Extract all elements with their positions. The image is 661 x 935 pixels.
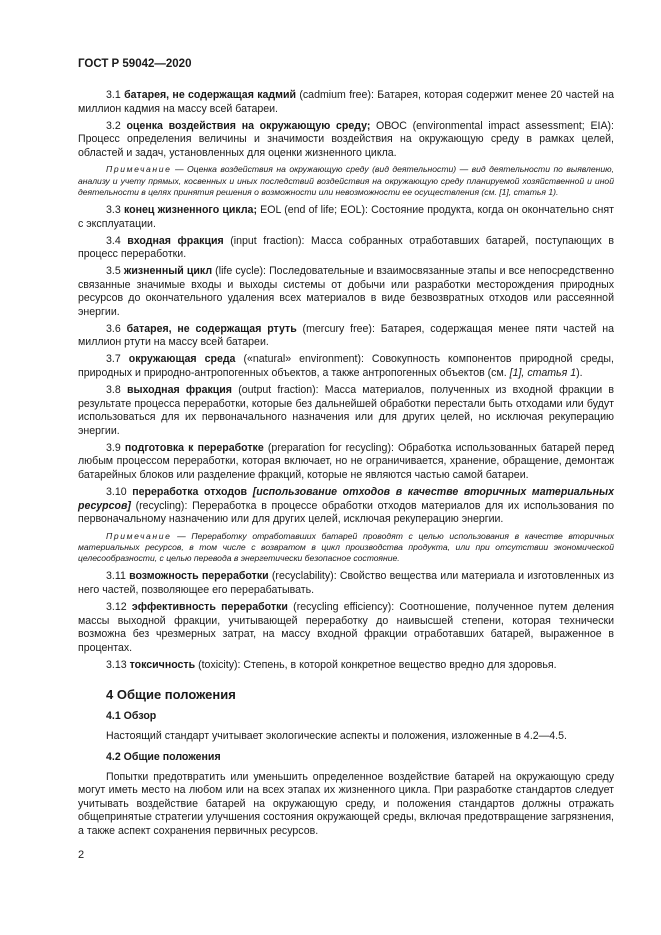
term-3-13 bbox=[78, 659, 614, 673]
term-name: подготовка к переработке bbox=[124, 441, 264, 454]
term-3-9 bbox=[78, 442, 614, 483]
term-3-4 bbox=[78, 235, 614, 262]
term-definition: (cadmium free): Батарея, которая содержит менее 20 частей на миллион кадмия на массу всей батареи. bbox=[78, 89, 614, 115]
term-name: конец жизненного цикла; bbox=[123, 203, 257, 216]
term-definition: EOL (end of life; EOL): Состояние продукта, когда он окончательно снят с эксплуатации. bbox=[78, 203, 614, 230]
term-number: 3.4 bbox=[106, 234, 121, 247]
term-name: оценка воздействия на окружающую среду; bbox=[126, 119, 371, 132]
term-3-11 bbox=[78, 570, 614, 597]
term-3-10 bbox=[78, 486, 614, 527]
term-definition: (preparation for recycling): Обработка использованных батарей перед любым процессом переработки, которая включает, но не ограничивается, хранение, обращение, демонтаж батарейных блоков или разделение фракций, которые не являются частью самой батареи. bbox=[78, 441, 615, 481]
term-number: 3.3 bbox=[106, 203, 121, 216]
section-4-heading: 4 Общие положения bbox=[106, 687, 236, 703]
section-4-2-text: Попытки предотвратить или уменьшить определенное воздействие батарей на окружающую среду могут иметь место на любом или на всех этапах их жизненного цикла. При разработке стандартов следует учитывать воздействие батарей на окружающую среду, и положения стандартов должны отражать общепринятые стратегии улучшения состояния окружающей среды, включая предотвращение загрязнения, а также аспект сохранения первичных ресурсов. bbox=[78, 770, 614, 838]
term-name: выходная фракция bbox=[126, 384, 232, 397]
term-number: 3.5 bbox=[106, 265, 121, 278]
reference-link: [1], статья 1 bbox=[509, 367, 577, 380]
section-4-1-text: Настоящий стандарт учитывает экологические аспекты и положения, изложенные в 4.2—4.5. bbox=[106, 729, 567, 742]
term-name: батарея, не содержащая ртуть bbox=[126, 322, 297, 335]
term-name: батарея, не содержащая кадмий bbox=[124, 89, 297, 101]
term-tail: ). bbox=[576, 367, 583, 380]
term-definition: (toxicity): Степень, в которой конкретное вещество вредно для здоровья. bbox=[195, 658, 557, 671]
term-3-6 bbox=[78, 323, 614, 350]
term-number: 3.8 bbox=[106, 384, 121, 397]
term-name: эффективность переработки bbox=[131, 600, 288, 613]
term-3-3 bbox=[78, 204, 614, 231]
note-label: Примечание bbox=[106, 530, 172, 541]
term-number: 3.1 bbox=[106, 89, 121, 101]
term-3-5 bbox=[78, 265, 614, 319]
term-number: 3.2 bbox=[106, 119, 121, 132]
term-definition: (recyclability): Свойство вещества или материала и изготовленных из него частей, позволяющее его перерабатывать. bbox=[78, 570, 615, 596]
term-3-1 bbox=[78, 89, 614, 116]
term-number: 3.10 bbox=[106, 485, 127, 498]
term-name: входная фракция bbox=[127, 234, 224, 247]
term-3-7 bbox=[78, 353, 614, 380]
term-name: возможность переработки bbox=[129, 570, 269, 583]
term-number: 3.12 bbox=[106, 600, 127, 613]
document-header: ГОСТ Р 59042—2020 bbox=[78, 58, 192, 70]
term-number: 3.7 bbox=[106, 353, 121, 366]
section-4-1-heading: 4.1 Обзор bbox=[106, 709, 157, 722]
note-label: Примечание bbox=[106, 164, 172, 175]
document-body bbox=[78, 89, 614, 842]
term-name: жизненный цикл bbox=[123, 265, 213, 278]
term-number: 3.9 bbox=[106, 441, 121, 454]
note-text: — Переработку отработавших батарей проводят с целью использования в качестве вторичных материальных ресурсов, в том числе с возвратом в цикл производства продукта, или при отсутствии экономической целесообразности, с целью перевода в энергетически безопасное состояние. bbox=[78, 530, 614, 564]
term-name: окружающая среда bbox=[128, 353, 236, 366]
term-name: токсичность bbox=[129, 658, 196, 671]
term-alt-name: [использование отходов в качестве вторичных материальных ресурсов] bbox=[78, 485, 614, 512]
term-definition: (mercury free): Батарея, содержащая менее пяти частей на миллион ртути на массу всей батареи. bbox=[78, 322, 614, 349]
term-3-2 bbox=[78, 120, 614, 161]
note-text: — Оценка воздействия на окружающую среду (вид деятельности) — вид деятельности по выявлению, анализу и учету прямых, косвенных и иных последствий воздействия на окружающую среду планируемой хозяйственной и иной деятельности в целях принятия решения о возможности или невозможности ее осуществления (см. [1], статья 1). bbox=[78, 164, 614, 197]
term-definition: ОВОС (environmental impact assessment; EIA): Процесс определения величины и значимости воздействия на окружающую среду в рамках целей, областей и задач, установленных для оценки жизненного цикла. bbox=[78, 119, 614, 159]
term-number: 3.6 bbox=[106, 322, 121, 335]
term-definition: (life cycle): Последовательные и взаимосвязанные этапы и все непосредственно связанные значимые входы и выходы системы от добычи или разработки месторождения природных ресурсов до окончательного удаления всех материалов в виде безвозвратных отходов или рассеянной энергии. bbox=[78, 265, 614, 318]
term-3-12 bbox=[78, 601, 614, 655]
section-4-2-heading: 4.2 Общие положения bbox=[106, 751, 221, 764]
note-1 bbox=[78, 164, 614, 198]
term-number: 3.11 bbox=[106, 570, 126, 583]
term-definition: (output fraction): Масса материалов, полученных из входной фракции в результате процесса переработки, которые без дальнейшей обработки перестали быть отходами или будут использоваться для их первоначального назначения или для других целей, но исключая рекуперацию энергии. bbox=[78, 384, 614, 437]
term-name: переработка отходов bbox=[132, 485, 248, 498]
term-definition: (input fraction): Масса собранных отработавших батарей, поступающих в процесс переработки. bbox=[78, 234, 614, 261]
term-3-8 bbox=[78, 384, 614, 438]
term-number: 3.13 bbox=[106, 658, 127, 671]
term-definition: (recycling): Переработка в процессе обработки отходов материалов для их использования по первоначальному назначению или для других целей, исключая рекуперацию энергии. bbox=[78, 499, 614, 526]
term-definition: (recycling efficiency): Соотношение, полученное путем деления массы выходной фракции, учитывающей переработку до наивысшей степени, которая технически возможна без чрезмерных затрат, на массу входной фракции отработавших батарей, выраженное в процентах. bbox=[78, 600, 614, 654]
page-number: 2 bbox=[78, 849, 85, 861]
note-2 bbox=[78, 531, 614, 565]
term-definition: («natural» environment): Совокупность компонентов природной среды, природных и природно-антропогенных объектов, а также антропогенных объектов (см. bbox=[78, 353, 614, 380]
